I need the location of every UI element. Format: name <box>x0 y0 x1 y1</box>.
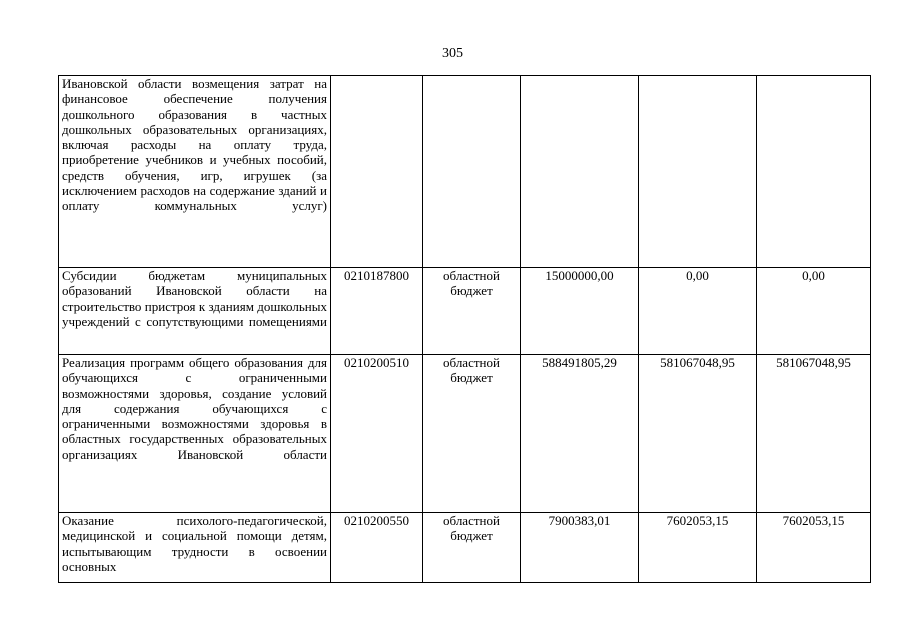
row-funding-source <box>423 76 521 268</box>
row-value-2: 581067048,95 <box>639 355 757 513</box>
row-funding-source: областной бюджет <box>423 355 521 513</box>
row-value-1: 15000000,00 <box>521 268 639 355</box>
row-value-2 <box>639 76 757 268</box>
row-description: Субсидии бюджетам муниципальных образований Ивановской области на строительство пристроя к зданиям дошкольных учреждений с сопутствующими помещениями <box>59 268 331 355</box>
row-value-1: 588491805,29 <box>521 355 639 513</box>
row-funding-source: областной бюджет <box>423 513 521 583</box>
table-row <box>59 76 871 268</box>
table-row <box>59 268 871 355</box>
page-number: 305 <box>442 46 463 61</box>
row-code <box>331 76 423 268</box>
row-code: 0210200510 <box>331 355 423 513</box>
row-code: 0210200550 <box>331 513 423 583</box>
row-value-2: 0,00 <box>639 268 757 355</box>
table-row <box>59 513 871 583</box>
row-code: 0210187800 <box>331 268 423 355</box>
row-value-3 <box>757 76 871 268</box>
row-value-1 <box>521 76 639 268</box>
row-value-2: 7602053,15 <box>639 513 757 583</box>
row-description: Ивановской области возмещения затрат на финансовое обеспечение получения дошкольного образования в частных дошкольных образовательных организациях, включая расходы на оплату труда, приобретение учебников и учебных пособий, средств обучения, игр, игрушек (за исключением расходов на содержание зданий и оплату коммунальных услуг) <box>59 76 331 268</box>
row-value-1: 7900383,01 <box>521 513 639 583</box>
budget-table <box>58 75 871 583</box>
row-value-3: 7602053,15 <box>757 513 871 583</box>
row-funding-source: областной бюджет <box>423 268 521 355</box>
table-row <box>59 355 871 513</box>
row-description: Оказание психолого-педагогической, медицинской и социальной помощи детям, испытывающим трудности в освоении основных <box>59 513 331 583</box>
row-value-3: 581067048,95 <box>757 355 871 513</box>
row-description: Реализация программ общего образования для обучающихся с ограниченными возможностями здоровья, создание условий для содержания обучающихся с ограниченными возможностями здоровья в областных государственных образовательных организациях Ивановской области <box>59 355 331 513</box>
row-value-3: 0,00 <box>757 268 871 355</box>
